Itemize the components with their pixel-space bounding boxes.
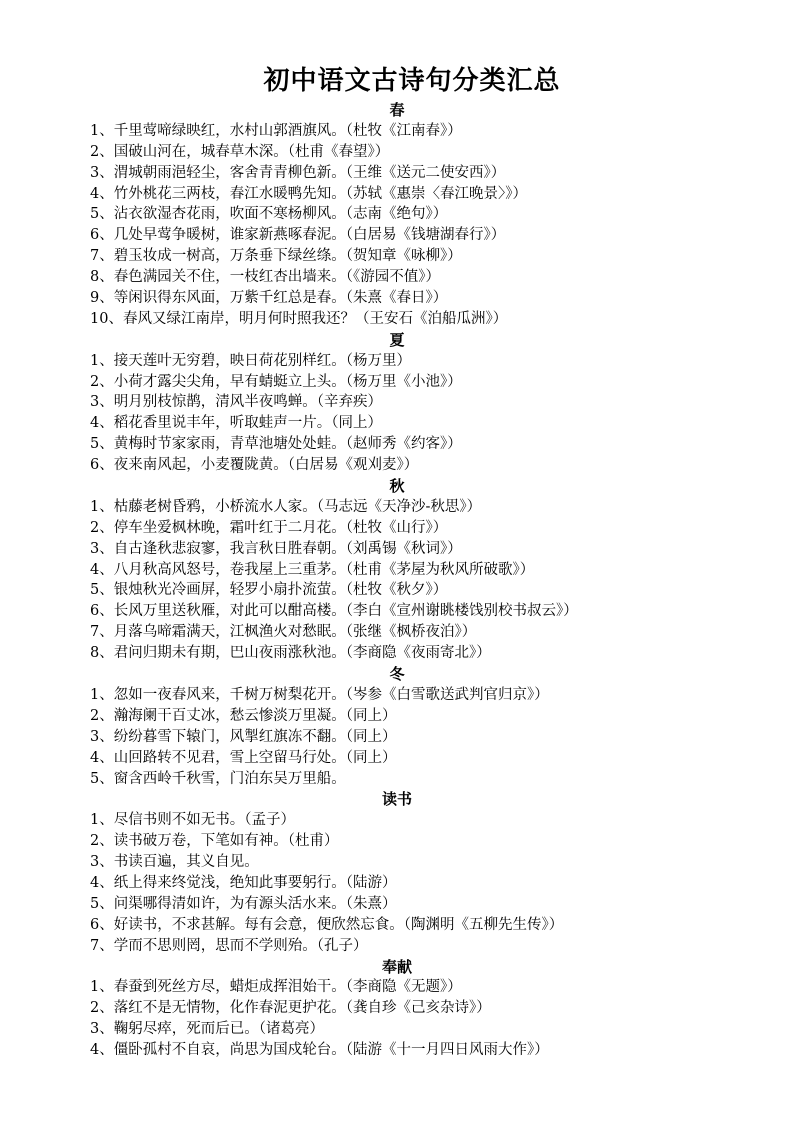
verse-line: 8、君问归期未有期，巴山夜雨涨秋池。（李商隐《夜雨寄北》） — [90, 645, 491, 662]
section — [90, 957, 754, 1061]
document-body — [90, 100, 754, 1061]
verse-line: 1、春蚕到死丝方尽，蜡炬成挥泪始干。（李商隐《无题》） — [90, 979, 462, 996]
section-heading: 冬 — [389, 665, 405, 684]
section-heading: 春 — [389, 101, 405, 119]
verse-line: 2、国破山河在，城春草木深。（杜甫《春望》） — [90, 143, 390, 160]
section — [90, 330, 754, 476]
section — [90, 476, 754, 664]
verse-line: 3、纷纷暮雪下辕门，风掣红旗冻不翻。（同上） — [90, 728, 397, 745]
section-heading: 奉献 — [381, 957, 412, 976]
verse-line: 3、明月别枝惊鹊，清风半夜鸣蝉。（辛弃疾） — [90, 394, 382, 411]
verse-line: 4、山回路转不见君，雪上空留马行处。（同上） — [90, 749, 397, 766]
verse-line: 3、书读百遍，其义自见。 — [90, 854, 259, 871]
verse-line: 5、窗含西岭千秋雪，门泊东吴万里船。 — [90, 770, 346, 787]
verse-line: 2、小荷才露尖尖角，早有蜻蜓立上头。（杨万里《小池》） — [90, 373, 462, 390]
section-heading: 秋 — [389, 477, 405, 496]
verse-line: 5、沾衣欲湿杏花雨，吹面不寒杨柳风。（志南《绝句》） — [90, 206, 448, 223]
section — [90, 664, 754, 789]
verse-line: 1、尽信书则不如无书。（孟子） — [90, 812, 295, 829]
verse-line: 4、稻花香里说丰年，听取蛙声一片。（同上） — [90, 415, 382, 432]
verse-line: 4、八月秋高风怒号，卷我屋上三重茅。（杜甫《茅屋为秋风所破歌》） — [90, 561, 535, 578]
verse-line: 6、好读书，不求甚解。每有会意，便欣然忘食。（陶渊明《五柳先生传》） — [90, 916, 564, 933]
verse-line: 1、接天莲叶无穷碧，映日荷花别样红。（杨万里） — [90, 352, 411, 369]
verse-line: 7、学而不思则罔，思而不学则殆。（孔子） — [90, 937, 368, 954]
verse-line: 1、枯藤老树昏鸦，小桥流水人家。（马志远《天净沙-秋思》） — [90, 498, 482, 515]
verse-line: 5、银烛秋光冷画屏，轻罗小扇扑流萤。（杜牧《秋夕》） — [90, 582, 448, 599]
verse-line: 5、黄梅时节家家雨，青草池塘处处蛙。（赵师秀《约客》） — [90, 436, 462, 453]
verse-line: 4、僵卧孤村不自哀，尚思为国戍轮台。（陆游《十一月四日风雨大作》） — [90, 1042, 549, 1059]
section-heading: 夏 — [389, 330, 405, 349]
verse-line: 1、千里莺啼绿映红，水村山郭酒旗风。（杜牧《江南春》） — [90, 122, 462, 139]
verse-line: 2、读书破万卷，下笔如有神。（杜甫） — [90, 833, 339, 850]
verse-line: 2、瀚海阑干百丈冰，愁云惨淡万里凝。（同上） — [90, 707, 397, 724]
verse-line: 7、月落乌啼霜满天，江枫渔火对愁眠。（张继《枫桥夜泊》） — [90, 624, 477, 641]
verse-line: 8、春色满园关不住，一枝红杏出墙来。（《游园不值》） — [90, 269, 440, 286]
verse-line: 6、长风万里送秋雁，对此可以酣高楼。（李白《宣州谢眺楼饯别校书叔云》） — [90, 603, 578, 620]
verse-line: 4、纸上得来终觉浅，绝知此事要躬行。（陆游） — [90, 874, 397, 891]
section — [90, 789, 754, 956]
verse-line: 2、落红不是无情物，化作春泥更护花。（龚自珍《己亥杂诗》） — [90, 1000, 491, 1017]
verse-line: 6、几处早莺争暖树，谁家新燕啄春泥。（白居易《钱塘湖春行》） — [90, 227, 506, 244]
verse-line: 9、等闲识得东风面，万紫千红总是春。（朱熹《春日》） — [90, 290, 448, 307]
verse-line: 3、自古逢秋悲寂寥，我言秋日胜春朝。（刘禹锡《秋词》） — [90, 540, 462, 557]
document-title: 初中语文古诗句分类汇总 — [263, 66, 561, 96]
verse-line: 2、停车坐爱枫林晚，霜叶红于二月花。（杜牧《山行》） — [90, 519, 448, 536]
verse-line: 3、渭城朝雨浥轻尘，客舍青青柳色新。（王维《送元二使安西》） — [90, 164, 506, 181]
verse-line: 3、鞠躬尽瘁，死而后已。（诸葛亮） — [90, 1021, 324, 1038]
verse-line: 6、夜来南风起，小麦覆陇黄。（白居易《观刈麦》） — [90, 457, 419, 474]
section — [90, 100, 754, 330]
verse-line: 1、忽如一夜春风来，千树万树梨花开。（岑参《白雪歌送武判官归京》） — [90, 686, 549, 703]
verse-line: 7、碧玉妆成一树高，万条垂下绿丝绦。（贺知章《咏柳》） — [90, 248, 462, 265]
verse-line: 4、竹外桃花三两枝，春江水暖鸭先知。（苏轼《惠崇〈春江晚景〉》） — [90, 185, 527, 202]
section-heading: 读书 — [381, 790, 412, 809]
verse-line: 5、问渠哪得清如许，为有源头活水来。（朱熹） — [90, 895, 397, 912]
verse-line: 10、春风又绿江南岸，明月何时照我还？（王安石《泊船瓜洲》） — [90, 310, 508, 327]
